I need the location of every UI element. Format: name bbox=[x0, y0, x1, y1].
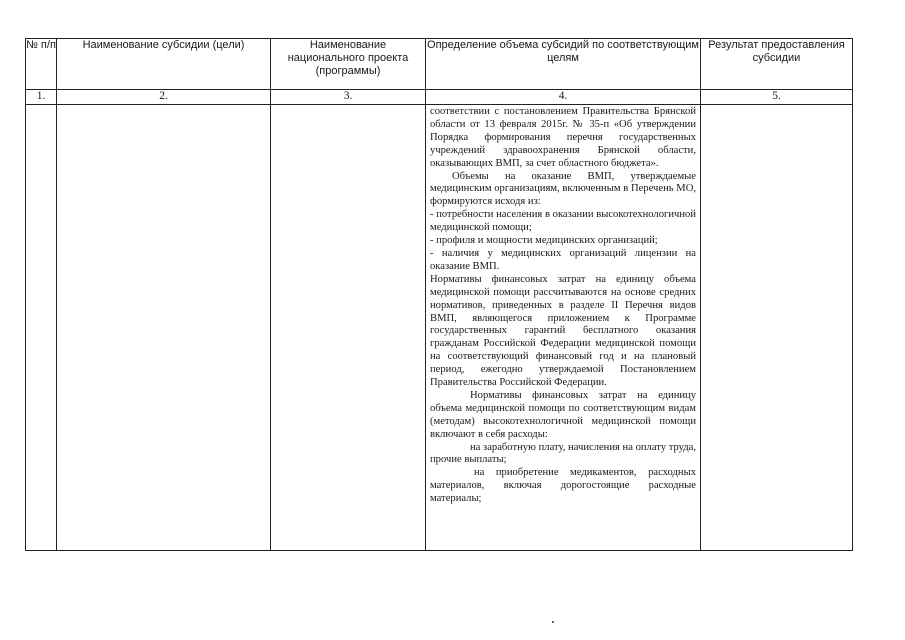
paragraph: Нормативы финансовых затрат на единицу объема медицинской помощи рассчитываются на основе средних нормативов, приведенных в разделе II Перечня видов ВМП, являющегося приложением к Программе государственных гарантий бесплатного оказания гражданам Российской Федерации медицинской помощи на соответствующий финансовый год и на плановый период, ежегодно утверждаемой Постановлением Правительства Российской Федерации. bbox=[430, 273, 696, 389]
list-item: - потребности населения в оказании высокотехнологичной медицинской помощи; bbox=[430, 209, 696, 234]
col-number-2: 2. bbox=[57, 90, 271, 105]
header-volume-definition: Определение объема субсидий по соответствующим целям bbox=[426, 39, 701, 90]
col-number-4: 4. bbox=[426, 90, 701, 105]
table-row bbox=[26, 105, 853, 551]
paragraph: Объемы на оказание ВМП, утверждаемые медицинским организациям, включенным в Перечень МО, формируются исходя из: bbox=[430, 170, 696, 208]
cell-subsidy-name bbox=[57, 105, 271, 551]
list-item: - профиля и мощности медицинских организаций; bbox=[430, 235, 658, 247]
list-item: на приобретение медикаментов, расходных материалов, включая дорогостоящие расходные материалы; bbox=[430, 467, 696, 505]
col-number-3: 3. bbox=[271, 90, 426, 105]
header-national-project: Наименование национального проекта (программы) bbox=[271, 39, 426, 90]
cell-number bbox=[26, 105, 57, 551]
col-number-1: 1. bbox=[26, 90, 57, 105]
header-subsidy-name: Наименование субсидии (цели) bbox=[57, 39, 271, 90]
cell-national-project bbox=[271, 105, 426, 551]
col-number-5: 5. bbox=[701, 90, 853, 105]
cell-volume-definition bbox=[426, 105, 701, 551]
paragraph: соответствии с постановлением Правительства Брянской области от 13 февраля 2015г. № 35-п «Об утверждении Порядка формирования перечня государственных учреждений здравоохранения Брянской области, оказывающих ВМП, за счет областного бюджета». bbox=[430, 106, 696, 169]
table-header-row bbox=[26, 39, 853, 90]
header-number: № п/п bbox=[26, 39, 57, 90]
page-mark bbox=[552, 621, 554, 623]
list-item: - наличия у медицинских организаций лицензии на оказание ВМП. bbox=[430, 247, 696, 272]
table-number-row bbox=[26, 90, 853, 105]
cell-result bbox=[701, 105, 853, 551]
header-result: Результат предоставления субсидии bbox=[701, 39, 853, 90]
subsidy-table bbox=[25, 38, 853, 551]
paragraph: Нормативы финансовых затрат на единицу объема медицинской помощи по соответствующим видам (методам) высокотехнологичной медицинской помощи включают в себя расходы: bbox=[430, 389, 696, 440]
list-item: на заработную плату, начисления на оплату труда, прочие выплаты; bbox=[430, 441, 696, 466]
